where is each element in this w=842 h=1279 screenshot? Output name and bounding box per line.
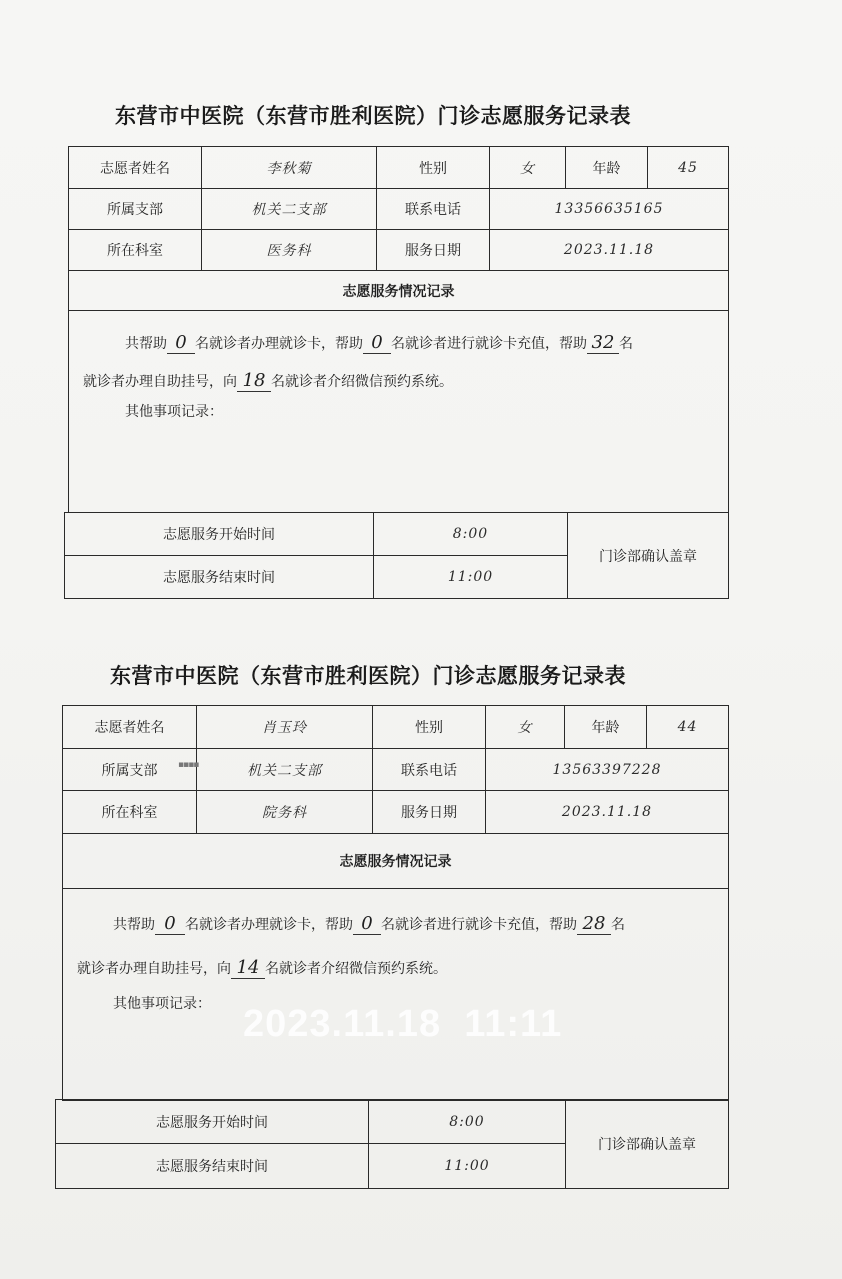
start-time-value: 8:00 xyxy=(374,513,568,556)
confirm-stamp-label: 门诊部确认盖章 xyxy=(568,513,729,599)
wechat-count-field: 18 xyxy=(237,371,271,392)
service-record-body xyxy=(63,889,729,1101)
branch-label: 所属支部 xyxy=(63,749,197,791)
gender-label: 性别 xyxy=(377,147,490,189)
confirm-stamp-label: 门诊部确认盖章 xyxy=(566,1100,729,1189)
start-time-label: 志愿服务开始时间 xyxy=(56,1100,369,1144)
gender-label: 性别 xyxy=(373,706,486,749)
department-label: 所在科室 xyxy=(63,791,197,834)
department-label: 所在科室 xyxy=(69,230,202,271)
timestamp-watermark: 2023.11.18 11:11 xyxy=(243,1003,563,1045)
name-label: 志愿者姓名 xyxy=(63,706,197,749)
record-text: 名 xyxy=(619,336,633,352)
end-time-value: 11:00 xyxy=(369,1144,566,1189)
card-count-field: 0 xyxy=(167,333,195,354)
date-label: 服务日期 xyxy=(373,791,486,834)
record-text: 名就诊者介绍微信预约系统。 xyxy=(271,374,453,390)
form-1-title: 东营市中医院（东营市胜利医院）门诊志愿服务记录表 xyxy=(115,104,631,128)
name-value: 肖玉玲 xyxy=(197,706,373,749)
record-text: 共帮助 xyxy=(113,917,155,933)
end-time-label: 志愿服务结束时间 xyxy=(56,1144,369,1189)
branch-label: 所属支部 xyxy=(69,189,202,230)
age-value: 44 xyxy=(647,706,729,749)
record-text: 名就诊者进行就诊卡充值，帮助 xyxy=(391,336,587,352)
card-count-field: 0 xyxy=(155,914,185,935)
age-value: 45 xyxy=(648,147,729,189)
end-time-value: 11:00 xyxy=(374,556,568,599)
small-stamp-mark: ▪▪▪▪ xyxy=(178,760,199,770)
record-text: 就诊者办理自助挂号，向 xyxy=(77,961,231,977)
recharge-count-field: 0 xyxy=(363,333,391,354)
branch-value: 机关二支部 xyxy=(197,749,373,791)
phone-value: 13563397228 xyxy=(486,749,729,791)
form-2-time-table xyxy=(55,1099,729,1189)
form-1-info-table xyxy=(68,146,729,513)
department-value: 院务科 xyxy=(197,791,373,834)
gender-value: 女 xyxy=(486,706,565,749)
record-text: 共帮助 xyxy=(125,336,167,352)
date-value: 2023.11.18 xyxy=(490,230,729,271)
age-label: 年龄 xyxy=(565,706,647,749)
start-time-label: 志愿服务开始时间 xyxy=(65,513,374,556)
end-time-label: 志愿服务结束时间 xyxy=(65,556,374,599)
form-2-title: 东营市中医院（东营市胜利医院）门诊志愿服务记录表 xyxy=(110,664,626,688)
phone-label: 联系电话 xyxy=(377,189,490,230)
name-value: 李秋菊 xyxy=(202,147,377,189)
recharge-count-field: 0 xyxy=(353,914,381,935)
date-label: 服务日期 xyxy=(377,230,490,271)
registration-count-field: 32 xyxy=(587,333,619,354)
record-text: 名就诊者办理就诊卡，帮助 xyxy=(195,336,363,352)
form-1-time-table xyxy=(64,512,729,599)
record-text: 名就诊者介绍微信预约系统。 xyxy=(265,961,447,977)
age-label: 年龄 xyxy=(566,147,648,189)
start-time-value: 8:00 xyxy=(369,1100,566,1144)
record-text: 名就诊者进行就诊卡充值，帮助 xyxy=(381,917,577,933)
date-value: 2023.11.18 xyxy=(486,791,729,834)
record-text: 名 xyxy=(611,917,625,933)
registration-count-field: 28 xyxy=(577,914,611,935)
branch-value: 机关二支部 xyxy=(202,189,377,230)
department-value: 医务科 xyxy=(202,230,377,271)
other-notes-label: 其他事项记录： xyxy=(113,996,211,1012)
service-record-paragraph xyxy=(69,311,728,401)
record-text: 名就诊者办理就诊卡，帮助 xyxy=(185,917,353,933)
section-title: 志愿服务情况记录 xyxy=(69,271,729,311)
wechat-count-field: 14 xyxy=(231,958,265,979)
other-notes-label: 其他事项记录： xyxy=(125,404,223,420)
phone-label: 联系电话 xyxy=(373,749,486,791)
phone-value: 13356635165 xyxy=(490,189,729,230)
service-record-body xyxy=(69,311,729,513)
record-text: 就诊者办理自助挂号，向 xyxy=(83,374,237,390)
section-title: 志愿服务情况记录 xyxy=(63,834,729,889)
service-record-paragraph xyxy=(63,889,728,991)
name-label: 志愿者姓名 xyxy=(69,147,202,189)
gender-value: 女 xyxy=(490,147,566,189)
